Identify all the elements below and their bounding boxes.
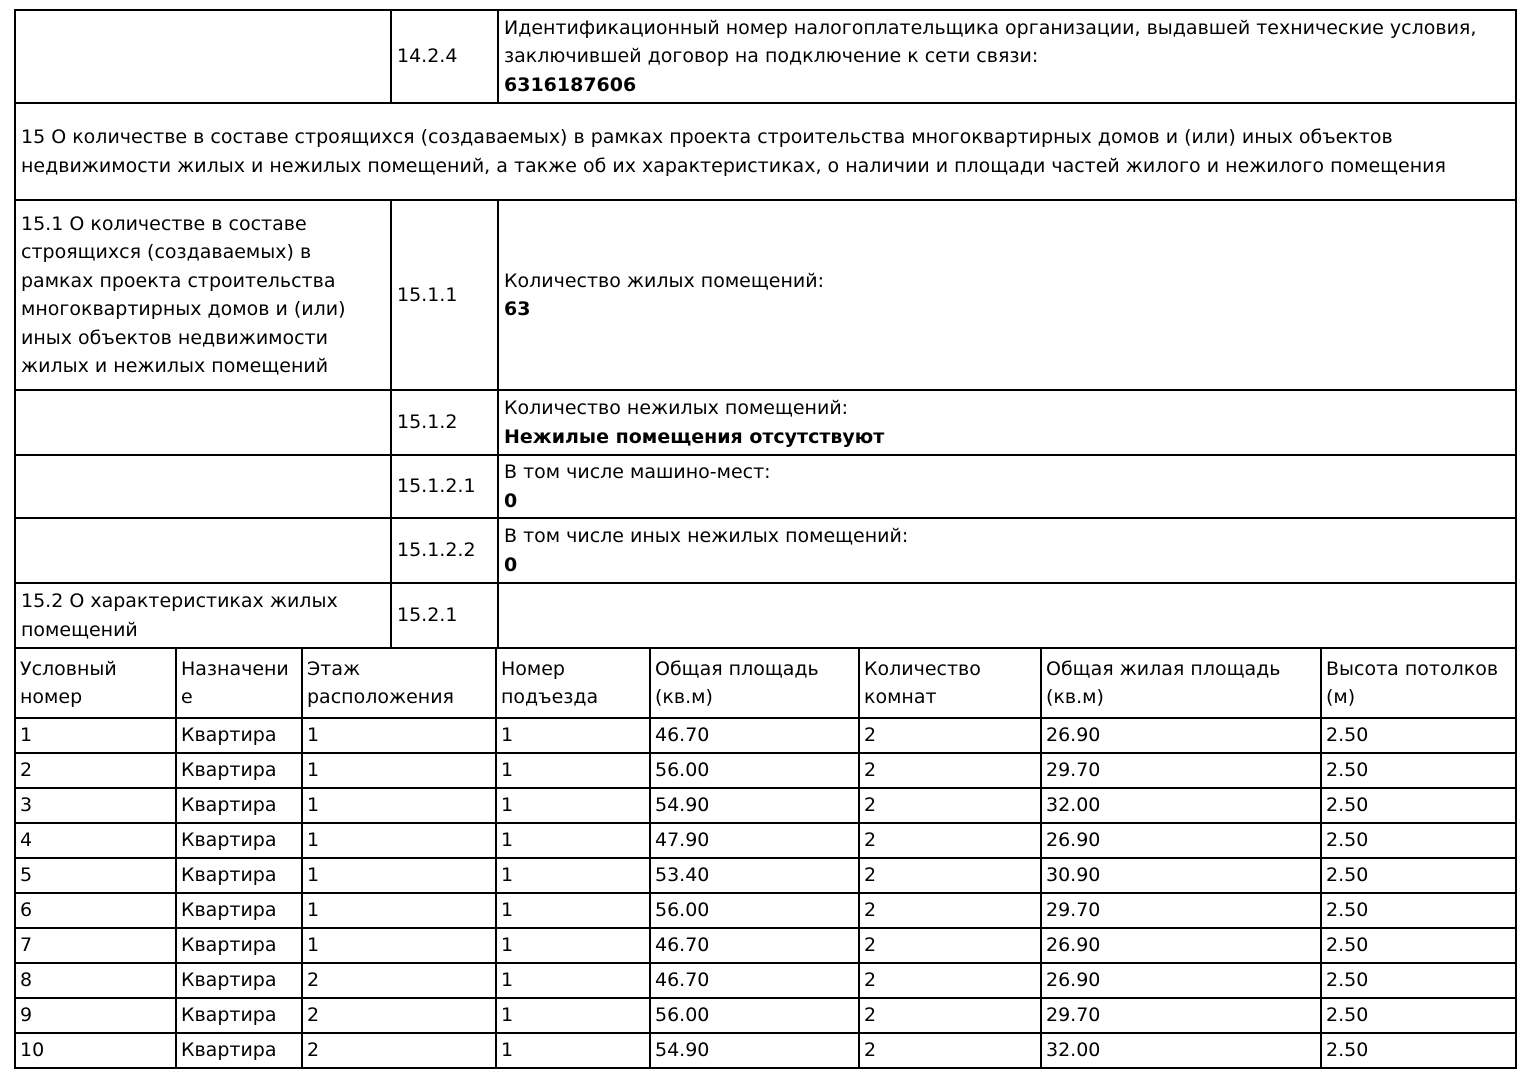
row-15-heading [15, 103, 1516, 200]
column-header-ceiling-height: Высота потолков (м) [1321, 648, 1516, 718]
table-cell: 1 [302, 718, 496, 753]
table-cell: 26.90 [1041, 928, 1321, 963]
table-cell: 56.00 [650, 893, 859, 928]
table-cell: 53.40 [650, 858, 859, 893]
table-cell: 1 [302, 753, 496, 788]
table-cell: 2 [859, 1033, 1041, 1068]
table-cell: 2 [859, 963, 1041, 998]
table-cell: 2 [859, 998, 1041, 1033]
table-cell: Квартира [176, 1033, 302, 1068]
table-cell: 2 [859, 823, 1041, 858]
table-cell: 1 [496, 1033, 650, 1068]
table-cell: 1 [496, 928, 650, 963]
table-cell: 2.50 [1321, 928, 1516, 963]
table-cell: 2.50 [1321, 788, 1516, 823]
table-cell: 2 [859, 753, 1041, 788]
table-cell: 46.70 [650, 718, 859, 753]
table-cell: 2 [15, 753, 176, 788]
row-15-1-1 [15, 200, 1516, 390]
section-left-empty-cell [15, 390, 391, 455]
section-code-14-2-4: 14.2.4 [391, 10, 498, 103]
table-cell: 2.50 [1321, 858, 1516, 893]
table-cell: 1 [496, 998, 650, 1033]
field-value: 6316187606 [504, 73, 637, 96]
table-cell: 3 [15, 788, 176, 823]
row-14-2-4 [15, 10, 1516, 103]
section-left-empty-cell [15, 10, 391, 103]
field-label: Количество жилых помещений: [504, 269, 824, 292]
table-cell: 30.90 [1041, 858, 1321, 893]
row-15-1-2-1 [15, 455, 1516, 518]
table-cell: 2 [302, 1033, 496, 1068]
table-cell: 1 [302, 928, 496, 963]
field-value: Нежилые помещения отсутствуют [504, 425, 885, 448]
table-cell: 26.90 [1041, 718, 1321, 753]
table-cell: 2.50 [1321, 753, 1516, 788]
table-row [15, 963, 1516, 998]
table-cell: 1 [496, 858, 650, 893]
table-cell: 26.90 [1041, 963, 1321, 998]
table-row [15, 893, 1516, 928]
section-left-empty-cell [15, 518, 391, 583]
table-cell: 54.90 [650, 788, 859, 823]
table-row [15, 998, 1516, 1033]
section-content-15-1-2 [498, 390, 1516, 455]
declaration-section-table [14, 9, 1517, 649]
field-value: 63 [504, 298, 531, 320]
column-header-rooms: Количество комнат [859, 648, 1041, 718]
table-cell: Квартира [176, 928, 302, 963]
table-cell: 2 [859, 858, 1041, 893]
table-cell: 47.90 [650, 823, 859, 858]
table-cell: 32.00 [1041, 788, 1321, 823]
table-cell: 54.90 [650, 1033, 859, 1068]
section-content-15-2-1-empty [498, 583, 1516, 648]
table-cell: 2.50 [1321, 1033, 1516, 1068]
field-value: 0 [504, 489, 518, 512]
section-content-15-1-2-1 [498, 455, 1516, 518]
section-code-15-1-2-1: 15.1.2.1 [391, 455, 498, 518]
table-cell: 2 [859, 893, 1041, 928]
apartments-body [15, 718, 1516, 1068]
table-row [15, 1033, 1516, 1068]
table-cell: 9 [15, 998, 176, 1033]
table-cell: 32.00 [1041, 1033, 1321, 1068]
apartments-table [14, 647, 1517, 1069]
column-header-living-area: Общая жилая площадь (кв.м) [1041, 648, 1321, 718]
field-label: В том числе иных нежилых помещений: [504, 525, 909, 547]
table-cell: 2.50 [1321, 893, 1516, 928]
table-cell: Квартира [176, 858, 302, 893]
section-code-15-2-1: 15.2.1 [391, 583, 498, 648]
table-cell: 2.50 [1321, 823, 1516, 858]
section-code-15-1-2-2: 15.1.2.2 [391, 518, 498, 583]
table-cell: 5 [15, 858, 176, 893]
section-left-description-15-1: 15.1 О количестве в составе строящихся (создаваемых) в рамках проекта строительства многоквартирных домов и (или) иных объектов недвижимости жилых и нежилых помещений [15, 200, 391, 390]
section-15-heading: 15 О количестве в составе строящихся (создаваемых) в рамках проекта строительства многоквартирных домов и (или) иных объектов недвижимости жилых и нежилых помещений, а также об их характеристиках, о наличии и площади частей жилого и нежилого помещения [15, 103, 1516, 200]
table-cell: 10 [15, 1033, 176, 1068]
section-content-14-2-4 [498, 10, 1516, 103]
table-cell: 1 [496, 753, 650, 788]
table-cell: 1 [302, 823, 496, 858]
field-label: Идентификационный номер налогоплательщика организации, выдавшей технические условия, заключившей договор на подключение к сети связи: [504, 16, 1477, 68]
row-15-1-2-2 [15, 518, 1516, 583]
section-content-15-1-1 [498, 200, 1516, 390]
table-cell: 6 [15, 893, 176, 928]
field-label: В том числе машино-мест: [504, 461, 771, 483]
table-cell: 2.50 [1321, 718, 1516, 753]
table-cell: 29.70 [1041, 893, 1321, 928]
table-cell: 46.70 [650, 928, 859, 963]
row-15-1-2 [15, 390, 1516, 455]
table-cell: 56.00 [650, 998, 859, 1033]
section-left-description-15-2: 15.2 О характеристиках жилых помещений [15, 583, 391, 648]
table-cell: 4 [15, 823, 176, 858]
table-row [15, 718, 1516, 753]
section-code-15-1-1: 15.1.1 [391, 200, 498, 390]
table-cell: Квартира [176, 893, 302, 928]
table-row [15, 928, 1516, 963]
table-row [15, 788, 1516, 823]
field-label: Количество нежилых помещений: [504, 397, 849, 419]
table-cell: 1 [302, 788, 496, 823]
table-cell: 2 [302, 998, 496, 1033]
table-cell: 26.90 [1041, 823, 1321, 858]
column-header-entrance: Номер подъезда [496, 648, 650, 718]
table-row [15, 823, 1516, 858]
column-header-purpose: Назначение [176, 648, 302, 718]
table-cell: 29.70 [1041, 753, 1321, 788]
table-cell: 2.50 [1321, 998, 1516, 1033]
column-header-floor: Этаж расположения [302, 648, 496, 718]
column-header-number: Условный номер [15, 648, 176, 718]
table-cell: 1 [496, 718, 650, 753]
table-cell: 2 [302, 963, 496, 998]
table-cell: 56.00 [650, 753, 859, 788]
table-cell: 29.70 [1041, 998, 1321, 1033]
table-cell: 8 [15, 963, 176, 998]
table-cell: 2 [859, 718, 1041, 753]
table-cell: Квартира [176, 753, 302, 788]
table-cell: 2 [859, 928, 1041, 963]
table-cell: 2 [859, 788, 1041, 823]
table-cell: 2.50 [1321, 963, 1516, 998]
apartments-header-row [15, 648, 1516, 718]
section-content-15-1-2-2 [498, 518, 1516, 583]
table-cell: Квартира [176, 998, 302, 1033]
table-cell: 1 [496, 823, 650, 858]
table-cell: 46.70 [650, 963, 859, 998]
row-15-2-1 [15, 583, 1516, 648]
table-cell: Квартира [176, 823, 302, 858]
table-cell: 7 [15, 928, 176, 963]
table-cell: 1 [302, 893, 496, 928]
table-cell: Квартира [176, 718, 302, 753]
section-left-empty-cell [15, 455, 391, 518]
table-cell: Квартира [176, 788, 302, 823]
table-row [15, 858, 1516, 893]
table-cell: 1 [302, 858, 496, 893]
table-cell: 1 [15, 718, 176, 753]
field-value: 0 [504, 553, 518, 576]
table-cell: Квартира [176, 963, 302, 998]
table-cell: 1 [496, 788, 650, 823]
table-cell: 1 [496, 893, 650, 928]
section-code-15-1-2: 15.1.2 [391, 390, 498, 455]
table-row [15, 753, 1516, 788]
column-header-total-area: Общая площадь (кв.м) [650, 648, 859, 718]
table-cell: 1 [496, 963, 650, 998]
